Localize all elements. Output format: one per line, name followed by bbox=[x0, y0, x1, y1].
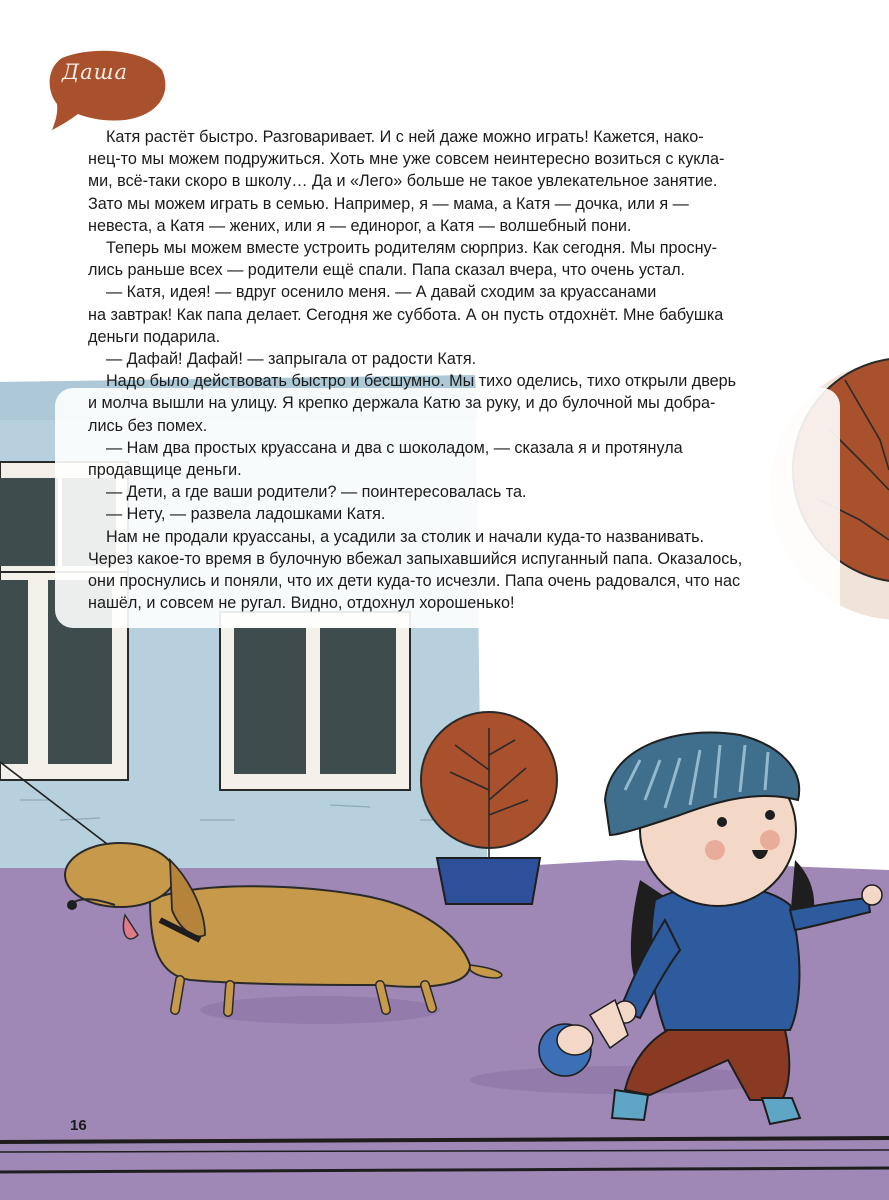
story-line: ми, всё-таки скоро в школу… Да и «Лего» больше не такое увлекательное занятие. bbox=[88, 172, 718, 191]
story-line: лись без помех. bbox=[88, 416, 208, 435]
story-line: Катя растёт быстро. Разговаривает. И с ней даже можно играть! Кажется, нако- bbox=[88, 128, 704, 146]
page-number: 16 bbox=[70, 1117, 87, 1134]
window-middle bbox=[220, 612, 410, 790]
story-line: — Дафай! Дафай! — запрыгала от радости Катя. bbox=[88, 350, 477, 369]
speaker-name: Даша bbox=[62, 60, 129, 84]
story-line: Теперь мы можем вместе устроить родителям сюрприз. Как сегодня. Мы просну- bbox=[88, 239, 718, 258]
story-line: они проснулись и поняли, что их дети куда-то исчезли. Папа очень радовался, что нас bbox=[88, 572, 741, 591]
story-line: лись раньше всех — родители ещё спали. Папа сказал вчера, что очень устал. bbox=[88, 261, 686, 280]
story-line: — Дети, а где ваши родители? — поинтересовалась та. bbox=[88, 483, 527, 502]
story-line: нец-то мы можем подружиться. Хоть мне уже совсем неинтересно возиться с кукла- bbox=[88, 150, 725, 169]
story-line: — Нам два простых круассана и два с шоколадом, — сказала я и протянула bbox=[88, 438, 683, 457]
story-line: и молча вышли на улицу. Я крепко держала Катю за руку, и до булочной мы добра- bbox=[88, 394, 716, 413]
story-line: Надо было действовать быстро и бесшумно. Мы тихо оделись, тихо открыли дверь bbox=[88, 372, 737, 391]
story-line: Зато мы можем играть в семью. Например, я — мама, а Катя — дочка, или я — bbox=[88, 194, 689, 213]
story-line: — Нету, — развела ладошками Катя. bbox=[88, 505, 386, 524]
story-line: Через какое-то время в булочную вбежал запыхавшийся испуганный папа. Оказалось, bbox=[88, 549, 743, 568]
potted-tree bbox=[421, 712, 557, 904]
story-line: Нам не продали круассаны, а усадили за столик и начали куда-то названивать. bbox=[88, 527, 705, 546]
story-line: деньги подарила. bbox=[88, 327, 221, 346]
story-line: нашёл, и совсем не ругал. Видно, отдохнул хорошенько! bbox=[88, 594, 515, 613]
story-line: на завтрак! Как папа делает. Сегодня же суббота. А он пусть отдохнёт. Мне бабушка bbox=[88, 305, 724, 324]
story-line: — Катя, идея! — вдруг осенило меня. — А давай сходим за круассанами bbox=[88, 283, 657, 302]
story-line: продавщице деньги. bbox=[88, 461, 242, 480]
story-line: невеста, а Катя — жених, или я — единорог, а Катя — волшебный пони. bbox=[88, 216, 632, 235]
story-text bbox=[88, 126, 813, 614]
